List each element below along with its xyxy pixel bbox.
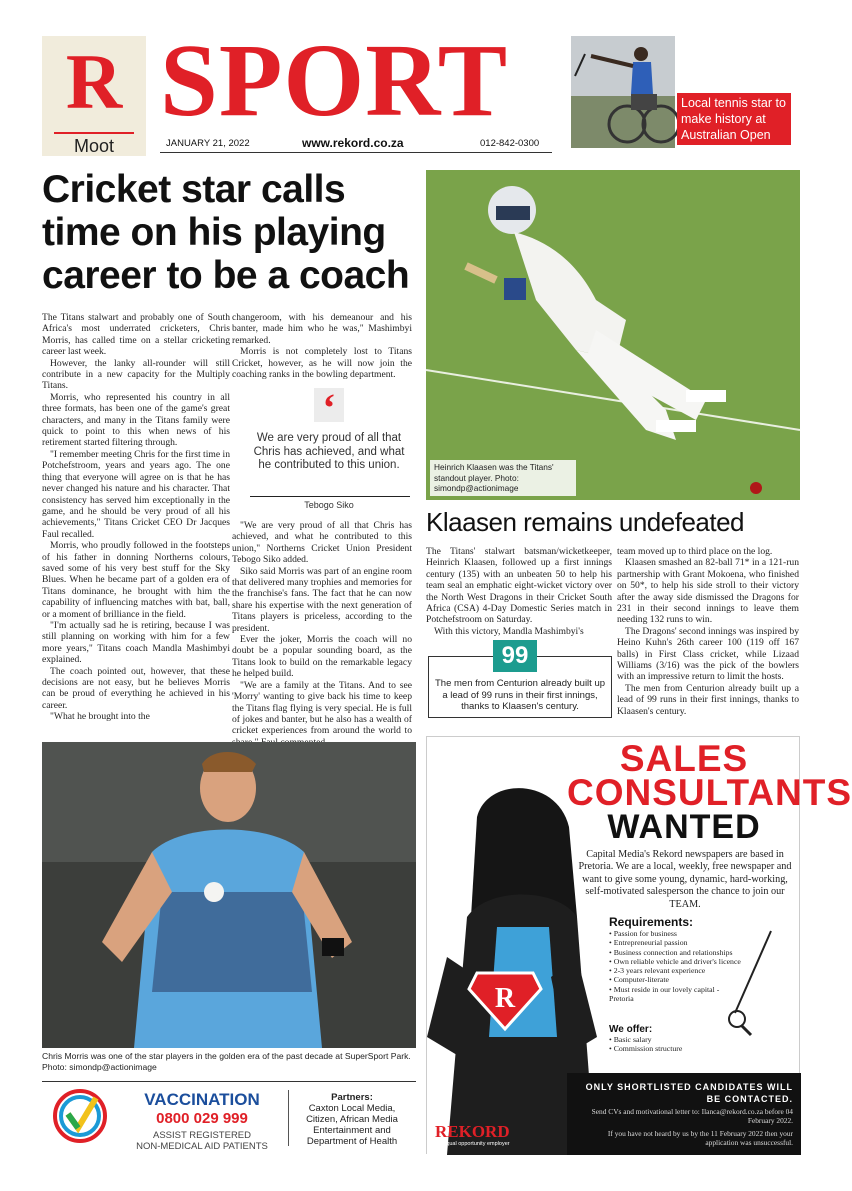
batsman-image bbox=[426, 170, 800, 500]
ad-contact-panel bbox=[567, 1073, 801, 1155]
story1-column-2 bbox=[232, 312, 412, 381]
quote-mark-icon: ‘ bbox=[314, 388, 344, 422]
list-item: • Commission structure bbox=[609, 1044, 759, 1053]
requirements-list bbox=[609, 929, 741, 1003]
section-title: SPORT bbox=[160, 23, 509, 138]
paragraph: "We are a family at the Titans. And to see 'Morry' wanting to give back his time to keep the Titans flag flying is very special. He is full of jokes and banter, but he also has a wealth of cricket experiences from around the world to bbox=[232, 679, 412, 737]
paragraph: The Titans stalwart and probably one of South Africa's most underrated cricketers, Chris Morris, has called time on a stellar cricketing career last week. bbox=[42, 312, 230, 358]
story2-column-1 bbox=[426, 546, 612, 636]
list-item: • Entrepreneurial passion bbox=[609, 938, 741, 947]
paragraph: "We are very proud of all that Chris has achieved, and what he contributed to this union," Northerns Cricket Union President Tebogo Siko added. bbox=[232, 520, 412, 566]
story1-column-1 bbox=[42, 312, 230, 736]
list-item: • Computer-literate bbox=[609, 975, 741, 984]
teaser-caption[interactable]: Local tennis star to make history at Australian Open bbox=[677, 93, 791, 145]
vaccination-title: VACCINATION bbox=[144, 1090, 260, 1109]
masthead-logo bbox=[42, 36, 146, 156]
paragraph: With this victory, Mandla Mashimbyi's bbox=[434, 625, 584, 637]
ad-headline-line-2: CONSULTANTS bbox=[567, 772, 852, 813]
story2-headline: Klaasen remains undefeated bbox=[426, 507, 745, 537]
ad-send-instructions[interactable]: Send CVs and motivational letter to: Ilanca@rekord.co.za before 04 February 2022. bbox=[591, 1107, 793, 1125]
partners-list: Caxton Local Media, Citizen, African Media Entertainment and Department of Health bbox=[306, 1103, 398, 1147]
paragraph: Morris, who proudly followed in the footsteps of his father in donning Northerns colours, saved some of his very best stuff for the Sky Blues. When he became part of a golden era of Titans dominance, he brought with him the capability of influencing matches with bat, ball, or a moment of brilliance in the field. bbox=[42, 540, 230, 620]
list-item: • Must reside in our lovely capital - Pretoria bbox=[609, 985, 741, 1004]
vaccinate-logo-icon bbox=[52, 1088, 108, 1144]
offer-title: We offer: bbox=[609, 1024, 653, 1035]
quote-attribution: Tebogo Siko bbox=[304, 500, 354, 510]
story2-column-2 bbox=[617, 546, 799, 724]
issue-date: JANUARY 21, 2022 bbox=[166, 138, 250, 149]
stat-number: 99 bbox=[493, 640, 537, 672]
masthead-rule bbox=[160, 152, 552, 153]
list-item: • Business connection and relationships bbox=[609, 948, 741, 957]
quote-divider bbox=[250, 496, 410, 497]
klaasen-photo bbox=[426, 170, 800, 500]
paragraph: The men from Centurion already built up a lead of 99 runs in their first innings, thanks to Klaasen's century. bbox=[617, 682, 799, 717]
offer-list bbox=[609, 1035, 759, 1054]
website-url[interactable]: www.rekord.co.za bbox=[302, 136, 404, 150]
klaasen-photo-caption: Heinrich Klaasen was the Titans' standout player. Photo: simondp@actionimage bbox=[430, 460, 576, 496]
paragraph: Siko said Morris was part of an engine room that delivered many trophies and memories for the franchise's fans. The fact that he can now share his expertise with the next generation of Titans players is priceless, according to the president. bbox=[232, 565, 412, 634]
superhero-r-shield-icon bbox=[469, 967, 541, 1031]
logo-letter: R bbox=[65, 38, 123, 125]
paragraph: Morris is not completely lost to Titans Cricket, however, as he will now join the coaching ranks in the bowling department. bbox=[232, 346, 412, 381]
footer-divider bbox=[288, 1090, 289, 1146]
main-headline: Cricket star calls time on his playing career to be a coach bbox=[42, 168, 410, 297]
paragraph: The coach pointed out, however, that these decisions are not easy, but he believes Morris can be proud of everything he achieved in his career. bbox=[42, 665, 230, 711]
paragraph: "What he brought into the bbox=[50, 711, 150, 723]
list-item: • Basic salary bbox=[609, 1035, 759, 1044]
bowler-image bbox=[42, 742, 416, 1048]
stat-text: The men from Centurion already built up a lead of 99 runs in their first innings, thanks to Klaasen's century. bbox=[434, 678, 606, 712]
ad-shortlist-notice: ONLY SHORTLISTED CANDIDATES WILL BE CONTACTED. bbox=[585, 1082, 793, 1104]
requirements-title: Requirements: bbox=[609, 915, 694, 929]
ad-headline-line-1: SALES bbox=[619, 738, 749, 779]
paragraph: team moved up to third place on the log. bbox=[617, 546, 773, 557]
partners-title: Partners: bbox=[331, 1092, 373, 1103]
vaccination-subtitle-2: NON-MEDICAL AID PATIENTS bbox=[136, 1141, 268, 1152]
paragraph: "I remember meeting Chris for the first time in Potchefstroom, years and years ago. The one thing that everyone will agree on is that he has never changed his nature and his character. That consistency has served him exceptionally in the game, and he should be very proud of all his achievements," Titans Cricket CEO Dr Jacques Faul recalled. bbox=[42, 448, 230, 540]
list-item: • 2-3 years relevant experience bbox=[609, 966, 741, 975]
vaccination-subtitle-1: ASSIST REGISTERED bbox=[152, 1130, 251, 1141]
paragraph: The Dragons' second innings was inspired by Heino Kuhn's 26th career 100 (119 off 167 balls) in First Class cricket, while Lizaad Williams (3/16) was the pick of the bowlers with an impressive return to limit the hosts. bbox=[617, 625, 799, 683]
paragraph: The Titans' stalwart batsman/wicketkeeper, Heinrich Klaasen, followed up a first innings century (135) with an unbeaten 50 to help his team seal an emphatic eight-wicket victory over the North West Dragons in their Cricket South Africa (CSA) 4-Day Domestic Series match in Potchefstroom on Saturday. bbox=[426, 546, 612, 626]
ad-headline-line-3: WANTED bbox=[607, 808, 761, 846]
logo-place: Moot bbox=[73, 136, 115, 156]
pull-quote-text: We are very proud of all that Chris has achieved, and what he contributed to this union. bbox=[253, 432, 405, 471]
paragraph: "I'm actually sad he is retiring, because I was still planning on working with him for a few more years," Titans coach Mandla Mashimbyi explained. bbox=[42, 619, 230, 666]
paragraph: Ever the joker, Morris the coach will no doubt be a popular sounding board, as the Titans look to build on the remarkable legacy he helped build. bbox=[232, 634, 412, 680]
logo-rule bbox=[54, 132, 134, 134]
footer-rule bbox=[42, 1081, 416, 1082]
ad-intro: Capital Media's Rekord newspapers are based in Pretoria. We are a local, weekly, free newspaper and want to give some young, dynamic, hard-working, self-motivated salesperson the chance to join our TEAM. bbox=[578, 849, 792, 910]
morris-photo bbox=[42, 742, 416, 1048]
list-item: • Own reliable vehicle and driver's licence bbox=[609, 957, 741, 966]
morris-photo-caption: Chris Morris was one of the star players in the golden era of the past decade at SuperSport Park. Photo: simondp@actionimage bbox=[42, 1051, 411, 1072]
list-item: • Passion for business bbox=[609, 929, 741, 938]
phone-number: 012-842-0300 bbox=[480, 138, 540, 149]
wheelchair-tennis-image bbox=[571, 36, 675, 148]
teaser-photo bbox=[571, 36, 675, 148]
paragraph: changeroom, with his demeanour and his banter, made him who he was," Mashimbyi remarked. bbox=[232, 312, 412, 346]
sales-consultants-ad[interactable] bbox=[426, 736, 852, 1154]
paragraph: Morris, who represented his country in all three formats, has been one of the game's great characters, and many in the Titans family were quick to point to this when news of his retirement started filtering through. bbox=[42, 391, 230, 449]
paragraph: Klaasen smashed an 82-ball 71* in a 121-run partnership with Grant Mokoena, who finished on 50*, to help his side stroll to their victory after the away side dismissed the Dragons for 231 in their second innings to leave them needing 132 runs to win. bbox=[617, 557, 799, 626]
vaccination-phone[interactable]: 0800 029 999 bbox=[156, 1110, 248, 1127]
rekord-brand-logo: REKORD bbox=[435, 1122, 510, 1141]
shield-letter: R bbox=[494, 983, 516, 1014]
story1-column-2-continued bbox=[232, 520, 412, 738]
pen-icon bbox=[727, 927, 777, 1037]
pull-quote bbox=[248, 385, 410, 510]
ad-unsuccessful-note: If you have not heard by us by the 11 February 2022 then your application was unsuccessful. bbox=[607, 1129, 793, 1147]
brand-tagline: An equal opportunity employer bbox=[435, 1141, 510, 1147]
paragraph: However, the lanky all-rounder will still contribute in a new capacity for the Multiply Titans. bbox=[42, 357, 230, 392]
